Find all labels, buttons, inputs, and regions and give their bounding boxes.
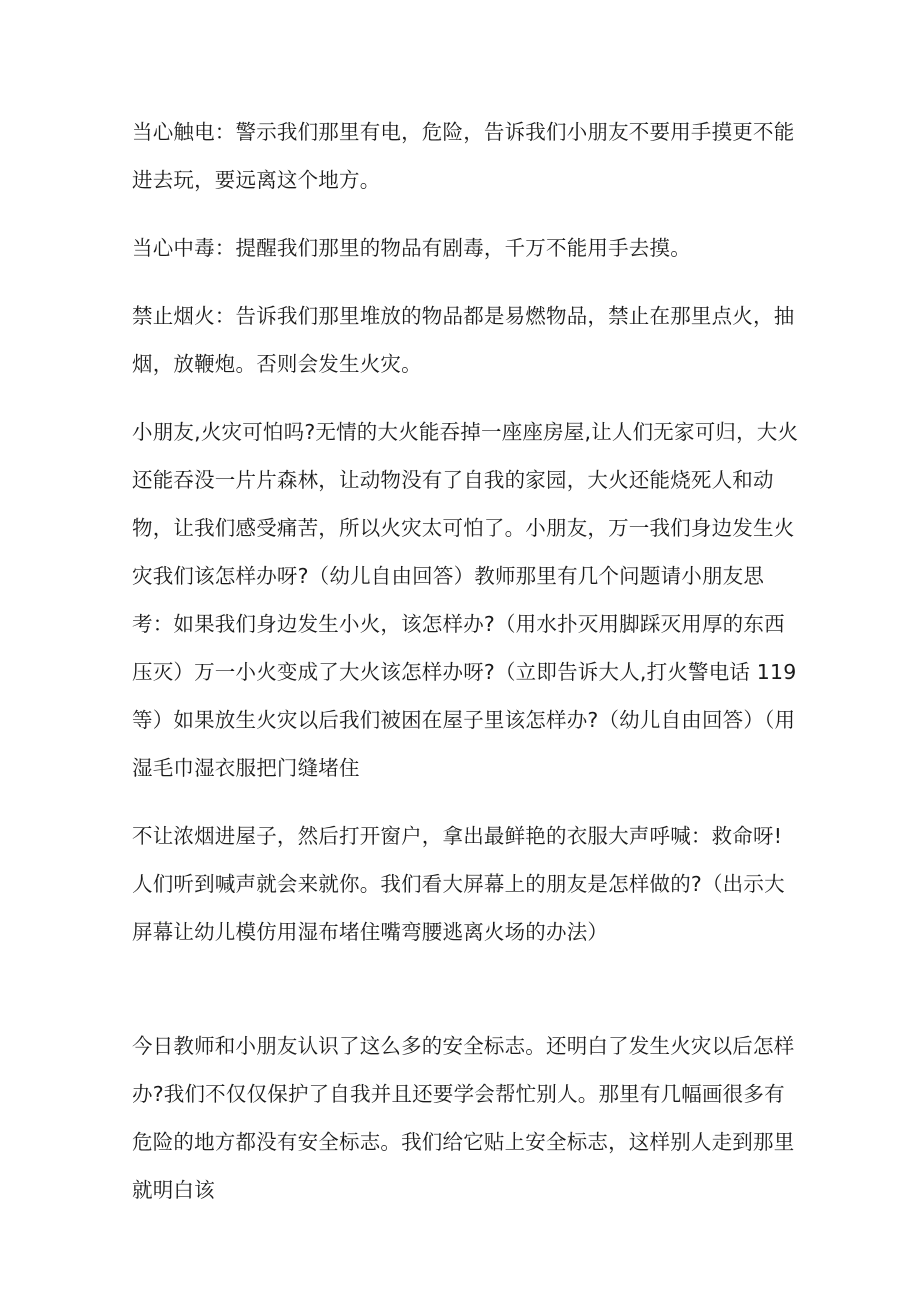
paragraph-poison: 当心中毒：提醒我们那里的物品有剧毒，千万不能用手去摸。 (132, 236, 691, 260)
paragraph-smoke-escape: 不让浓烟进屋子，然后打开窗户，拿出最鲜艳的衣服大声呼喊：救命呀!人们听到喊声就会来就你。我们看大屏幕上的朋友是怎样做的?（出示大屏幕让幼儿模仿用湿布堵住嘴弯腰逃离火场的办法） (132, 824, 785, 944)
paragraph-fire-danger: 小朋友,火灾可怕吗?无情的大火能吞掉一座座房屋,让人们无家可归，大火还能吞没一片片森林，让动物没有了自我的家园，大火还能烧死人和动物，让我们感受痛苦，所以火灾太可怕了。小朋友，万一我们身边发生火灾我们该怎样办呀?（幼儿自由回答）教师那里有几个问题请小朋友思考：如果我们身边发生小火，该怎样办?（用水扑灭用脚踩灭用厚的东西压灭）万一小火变成了大火该怎样办呀?（立即告诉大人,打火警电话 119 等）如果放生火灾以后我们被困在屋子里该怎样办?（幼儿自由回答）（用湿毛巾湿衣服把门缝堵住 (132, 420, 799, 780)
paragraph-no-fire: 禁止烟火：告诉我们那里堆放的物品都是易燃物品，禁止在那里点火，抽烟，放鞭炮。否则会发生火灾。 (132, 304, 795, 376)
paragraph-summary: 今日教师和小朋友认识了这么多的安全标志。还明白了发生火灾以后怎样办?我们不仅仅保护了自我并且还要学会帮忙别人。那里有几幅画很多有危险的地方都没有安全标志。我们给它贴上安全标志，这样别人走到那里就明白该 (132, 1034, 795, 1202)
paragraph-electric-shock: 当心触电：警示我们那里有电，危险，告诉我们小朋友不要用手摸更不能进去玩，要远离这个地方。 (132, 120, 795, 192)
document-body (132, 108, 800, 1234)
